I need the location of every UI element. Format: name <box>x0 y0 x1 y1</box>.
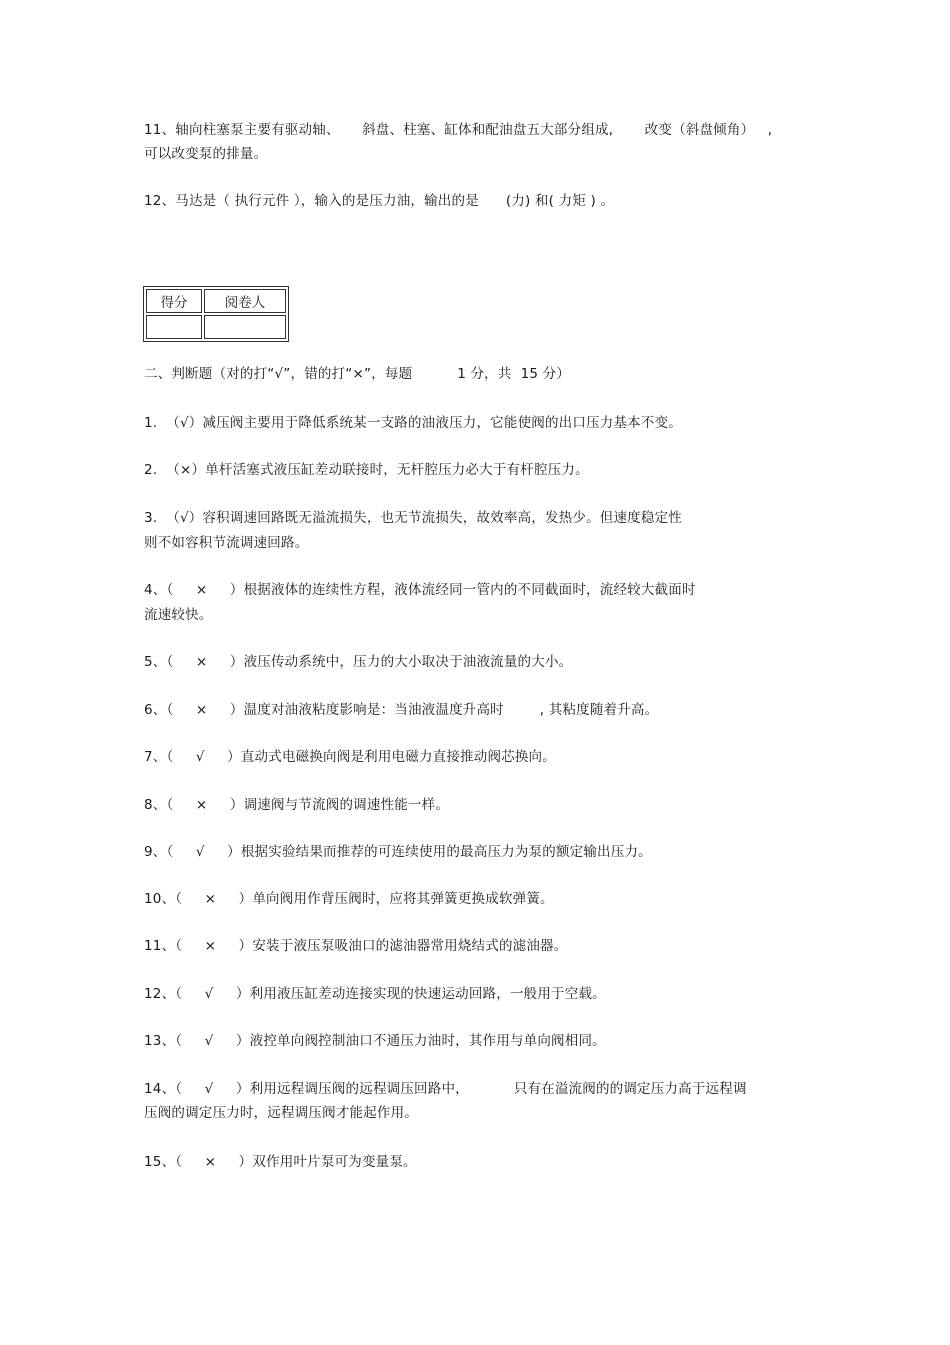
judge-item-4-line1: 4、（ × ）根据液体的连续性方程，液体流经同一管内的不同截面时，流经较大截面时 <box>144 582 696 598</box>
grader-cell <box>204 315 286 339</box>
grader-header: 阅卷人 <box>204 289 286 313</box>
question-11-line2: 可以改变泵的排量。 <box>144 146 268 162</box>
judge-item-8: 8、（ × ）调速阀与节流阀的调速性能一样。 <box>144 797 450 813</box>
judge-item-13: 13、（ √ ）液控单向阀控制油口不通压力油时，其作用与单向阀相同。 <box>144 1033 606 1049</box>
judge-item-14-line1: 14、（ √ ）利用远程调压阀的远程调压回路中， 只有在溢流阀的的调定压力高于远程调 <box>144 1081 747 1097</box>
judge-item-2: 2. （×）单杆活塞式液压缸差动联接时，无杆腔压力必大于有杆腔压力。 <box>144 462 589 478</box>
score-table <box>143 286 289 342</box>
score-header: 得分 <box>146 289 202 313</box>
judge-item-10: 10、（ × ）单向阀用作背压阀时，应将其弹簧更换成软弹簧。 <box>144 891 554 907</box>
question-11-line1: 11、轴向柱塞泵主要有驱动轴、 斜盘、柱塞、缸体和配油盘五大部分组成, 改变（斜盘倾角） , <box>144 122 773 138</box>
question-12: 12、马达是（ 执行元件 ），输入的是压力油，输出的是 (力) 和( 力矩 ) 。 <box>144 193 615 209</box>
judge-item-11: 11、（ × ）安装于液压泵吸油口的滤油器常用烧结式的滤油器。 <box>144 938 568 954</box>
judge-item-7: 7、（ √ ）直动式电磁换向阀是利用电磁力直接推动阀芯换向。 <box>144 749 556 765</box>
judge-item-14-line2: 压阀的调定压力时，远程调压阀才能起作用。 <box>144 1105 418 1121</box>
judge-item-4-line2: 流速较快。 <box>144 607 213 623</box>
judge-item-9: 9、（ √ ）根据实验结果而推荐的可连续使用的最高压力为泵的额定输出压力。 <box>144 844 652 860</box>
judge-item-5: 5、（ × ）液压传动系统中，压力的大小取决于油液流量的大小。 <box>144 654 573 670</box>
judge-item-15: 15、（ × ）双作用叶片泵可为变量泵。 <box>144 1154 417 1170</box>
judge-item-12: 12、（ √ ）利用液压缸差动连接实现的快速运动回路，一般用于空载。 <box>144 986 606 1002</box>
judge-item-3-line2: 则不如容积节流调速回路。 <box>144 535 309 551</box>
section-2-title: 二、判断题（对的打“√”，错的打“×”，每题 1 分，共 15 分） <box>144 366 571 382</box>
judge-item-3-line1: 3. （√）容积调速回路既无溢流损失，也无节流损失，故效率高，发热少。但速度稳定性 <box>144 510 682 526</box>
judge-item-6: 6、（ × ）温度对油液粘度影响是：当油液温度升高时 , 其粘度随着升高。 <box>144 702 659 718</box>
judge-item-1: 1. （√）减压阀主要用于降低系统某一支路的油液压力，它能使阀的出口压力基本不变。 <box>144 415 682 431</box>
score-cell <box>146 315 202 339</box>
